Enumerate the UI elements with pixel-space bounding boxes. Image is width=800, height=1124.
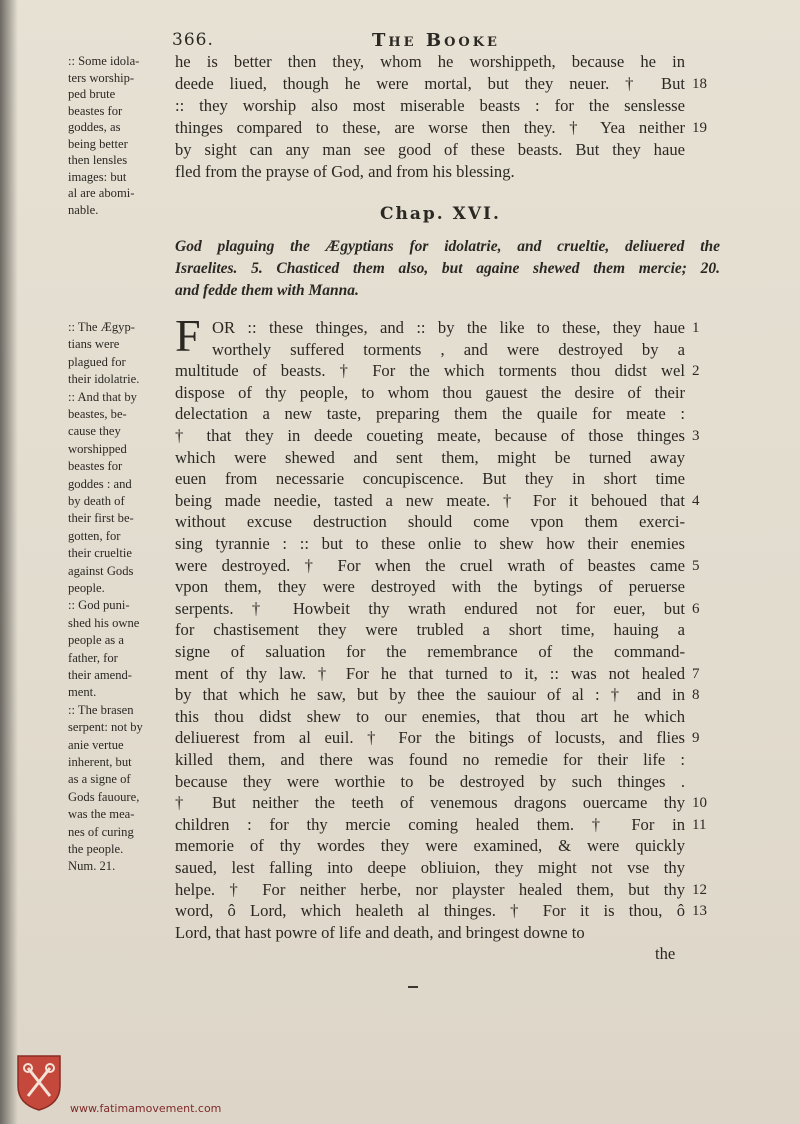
margin-note-line: beastes for bbox=[68, 103, 123, 118]
margin-note-line: worshipped bbox=[68, 441, 127, 456]
verse-number: 18 bbox=[692, 76, 707, 92]
margin-note-line: Num. 21. bbox=[68, 859, 116, 874]
margin-note-line: goddes : and bbox=[68, 476, 132, 491]
verse-number: 1 bbox=[692, 320, 700, 336]
margin-note-line: ped brute bbox=[68, 87, 116, 101]
chapter-heading: Chap. XVI. bbox=[380, 204, 501, 224]
text-line: delectation a new taste, preparing them the quaile for meate : bbox=[175, 404, 685, 424]
running-title: The Booke bbox=[372, 30, 500, 51]
margin-note-line: nes of curing bbox=[68, 824, 134, 839]
text-line: this thou didst shew to our enemies, that thou art he which bbox=[175, 706, 685, 726]
text-line: were destroyed. † For when the cruel wrath of beastes came bbox=[175, 555, 685, 575]
text-line: memorie of thy wordes they were examined, & were quickly bbox=[175, 836, 685, 856]
margin-note-line: nable. bbox=[68, 202, 99, 217]
margin-note-line: :: The brasen bbox=[68, 702, 134, 717]
text-line: by sight can any man see good of these beasts. But they haue bbox=[175, 140, 685, 159]
text-line: fled from the prayse of God, and from his blessing. bbox=[175, 162, 515, 181]
text-line: deede liued, though he were mortal, but they neuer. † But bbox=[175, 74, 685, 93]
verse-number: 13 bbox=[692, 903, 707, 920]
margin-note-line: inherent, but bbox=[68, 755, 132, 769]
summary-line: Israelites. 5. Chasticed them also, but againe shewed them mercie; 20. bbox=[175, 260, 720, 277]
text-line: vpon them, they were destroyed with the bytings of peruerse bbox=[175, 577, 685, 597]
verse-number: 3 bbox=[692, 428, 700, 444]
text-line: helpe. † For neither herbe, nor playster healed them, but thy bbox=[175, 879, 685, 899]
margin-note-line: their first be- bbox=[68, 511, 134, 526]
text-line: signe of saluation for the remembrance of the command- bbox=[175, 642, 685, 661]
text-line: † But neither the teeth of venemous dragons ouercame thy bbox=[175, 793, 685, 813]
drop-cap-letter: F bbox=[175, 310, 201, 361]
margin-note-line: as a signe of bbox=[68, 772, 131, 787]
verse-number: 5 bbox=[692, 557, 700, 574]
text-line: worthely suffered torments , and were destroyed by a bbox=[212, 339, 685, 359]
margin-note-line: Gods fauoure, bbox=[68, 789, 140, 804]
text-line: :: they worship also most miserable beasts : for the senslesse bbox=[175, 96, 685, 115]
text-line: which were shewed and sent them, might be turned away bbox=[175, 447, 685, 467]
text-line: deliuerest from al euil. † For the bitings of locusts, and flies bbox=[175, 728, 685, 748]
footer-mark bbox=[408, 986, 418, 988]
margin-note-line: cause they bbox=[68, 424, 121, 439]
margin-note-line: their idolatrie. bbox=[68, 372, 140, 387]
text-line: for chastisement they were trubled a short time, hauing a bbox=[175, 620, 685, 640]
verse-number: 10 bbox=[692, 795, 707, 812]
margin-note-line: al are abomi- bbox=[68, 186, 135, 200]
text-line: ment of thy law. † For he that turned to it, :: was not healed bbox=[175, 663, 685, 683]
margin-note-line: beastes, be- bbox=[68, 407, 127, 421]
margin-note-line: being better bbox=[68, 136, 128, 151]
text-line: euen from necessarie concupiscence. But they in short time bbox=[175, 469, 685, 489]
verse-number: 9 bbox=[692, 730, 700, 747]
margin-note-line: was the mea- bbox=[68, 807, 135, 822]
text-line: word, ô Lord, which healeth al thinges. † For it is thou, ô bbox=[175, 901, 685, 921]
text-line: OR :: these thinges, and :: by the like to these, they haue bbox=[212, 318, 685, 337]
summary-line: and fedde them with Manna. bbox=[175, 282, 359, 299]
margin-note-line: beastes for bbox=[68, 459, 123, 474]
margin-note-line: gotten, for bbox=[68, 528, 121, 543]
text-line: by that which he saw, but by thee the sauiour of al : † and in bbox=[175, 685, 685, 705]
margin-note-line: their amend- bbox=[68, 668, 132, 682]
margin-note-line: people as a bbox=[68, 633, 124, 648]
text-line: multitude of beasts. † For the which torments thou didst wel bbox=[175, 361, 685, 381]
margin-note-line: their crueltie bbox=[68, 546, 132, 561]
verse-number: 4 bbox=[692, 492, 700, 509]
margin-note-line: shed his owne bbox=[68, 615, 140, 630]
text-line: saued, lest falling into deepe obliuion, they might not vse thy bbox=[175, 858, 685, 877]
text-line: because they were worthie to be destroyed by such thinges . bbox=[175, 771, 685, 791]
text-line: he is better then they, whom he worshippeth, because he in bbox=[175, 52, 685, 71]
catchword: the bbox=[655, 944, 676, 963]
margin-note-line: :: God puni- bbox=[68, 598, 130, 613]
margin-note-line: then lensles bbox=[68, 153, 128, 167]
text-line: Lord, that hast powre of life and death, and bringest downe to bbox=[175, 922, 585, 942]
text-line: without excuse destruction should come vpon them exerci- bbox=[175, 512, 685, 532]
margin-note-line: :: Some idola- bbox=[68, 54, 140, 68]
text-line: serpents. † Howbeit thy wrath endured not for euer, but bbox=[175, 598, 685, 618]
text-line: children : for thy mercie coming healed them. † For in bbox=[175, 814, 685, 834]
page-number: 366. bbox=[172, 30, 214, 50]
margin-note-line: ters worship- bbox=[68, 70, 135, 85]
margin-note-line: anie vertue bbox=[68, 737, 124, 752]
margin-note-line: plagued for bbox=[68, 354, 126, 369]
verse-number: 2 bbox=[692, 363, 700, 380]
verse-number: 19 bbox=[692, 120, 707, 136]
text-line: killed them, and there was found no remedie for their life : bbox=[175, 750, 685, 769]
text-line: being made needie, tasted a new meate. † For it behoued that bbox=[175, 490, 685, 510]
verse-number: 6 bbox=[692, 600, 700, 617]
margin-note-line: by death of bbox=[68, 494, 125, 508]
watermark-url: www.fatimamovement.com bbox=[70, 1102, 222, 1115]
text-line: sing tyrannie : :: but to these onlie to shew how their enemies bbox=[175, 534, 685, 553]
margin-note-line: :: The Ægyp- bbox=[68, 320, 135, 334]
margin-note-line: goddes, as bbox=[68, 120, 121, 134]
margin-note-line: ment. bbox=[68, 685, 97, 700]
margin-note-line: father, for bbox=[68, 650, 118, 665]
papal-keys-shield-icon bbox=[14, 1052, 64, 1112]
verse-number: 12 bbox=[692, 881, 707, 898]
margin-note-line: people. bbox=[68, 581, 105, 595]
margin-note-line: tians were bbox=[68, 337, 120, 352]
verse-number: 7 bbox=[692, 665, 700, 682]
margin-note-line: against Gods bbox=[68, 563, 134, 578]
verse-number: 8 bbox=[692, 687, 700, 704]
margin-note-line: images: but bbox=[68, 169, 127, 184]
text-line: dispose of thy people, to whom thou gauest the desire of their bbox=[175, 382, 685, 402]
text-line: † that they in deede coueting meate, because of those thinges bbox=[175, 426, 685, 445]
verse-number: 11 bbox=[692, 816, 707, 833]
text-line: thinges compared to these, are worse then they. † Yea neither bbox=[175, 118, 685, 137]
margin-note-line: :: And that by bbox=[68, 389, 137, 404]
margin-note-line: serpent: not by bbox=[68, 720, 143, 735]
margin-note-line: the people. bbox=[68, 842, 124, 856]
summary-line: God plaguing the Ægyptians for idolatrie, and crueltie, deliuered the bbox=[175, 238, 720, 255]
